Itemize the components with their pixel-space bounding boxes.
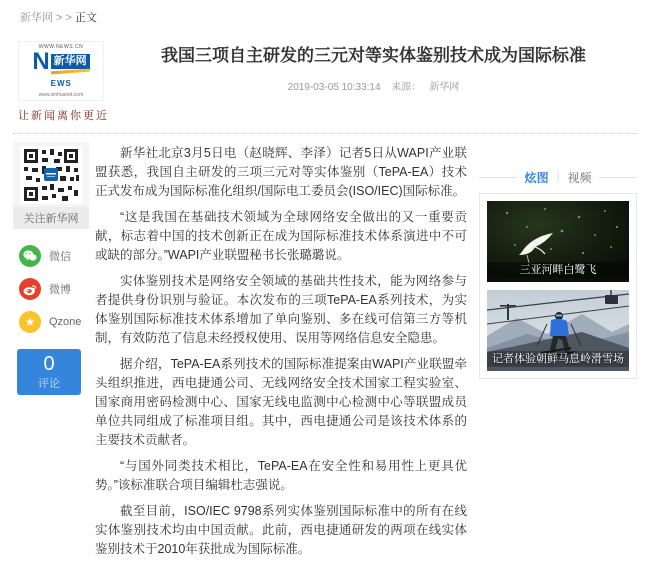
media-tabbar (479, 168, 637, 186)
logo-letters-ews: EWS (50, 79, 72, 88)
logo-top-url: WWW.NEWS.CN (38, 44, 84, 50)
weibo-icon (19, 278, 41, 300)
tab-separator: | (556, 171, 560, 183)
page-title: 我国三项自主研发的三元对等实体鉴别技术成为国际标准 (161, 46, 586, 65)
logo-swoosh (51, 69, 90, 75)
logo-slogan: 让新闻离你更近 (18, 109, 109, 122)
star-glyph: ★ (24, 315, 36, 329)
qr-caption: 关注新华网 (13, 207, 89, 229)
article-meta (110, 78, 637, 93)
logo-site-name: 新华网 (51, 54, 90, 69)
share-qzone-label[interactable]: Qzone (49, 316, 82, 328)
site-logo[interactable] (18, 41, 110, 123)
article-header (18, 41, 637, 123)
media-sidebar (479, 168, 637, 566)
qzone-icon (19, 311, 41, 333)
xinhuanet-logo-box[interactable] (18, 41, 104, 101)
breadcrumb-separator: > (65, 12, 72, 24)
header-divider (13, 133, 637, 134)
share-wechat-label[interactable]: 微信 (49, 251, 71, 263)
media-caption: 三亚河畔白鹭飞 (487, 262, 629, 278)
share-buttons (13, 245, 89, 333)
comment-label: 评论 (38, 378, 60, 390)
share-weibo-label[interactable]: 微博 (49, 284, 71, 296)
media-card-ski[interactable] (487, 290, 629, 371)
article-paragraph: 据介绍，TePA-EA系列技术的国际标准提案由WAPI产业联盟牵头组织推进，西电捷通公司、无线网络安全技术国家工程实验室、国家商用密码检测中心、国家无线电监测中心检测中心等联盟成员单位共同组成了标准项目组。其中，西电捷通公司是该技术体系的主要技术贡献者。 (95, 357, 467, 447)
article-paragraph: “这是我国在基础技术领域为全球网络安全做出的又一重要贡献，标志着中国的技术创新正在成为国际标准技术体系演进中不可或缺的部分。”WAPI产业联盟秘书长张璐璐说。 (95, 210, 467, 262)
article-source-link[interactable]: 新华网 (429, 82, 460, 93)
tab-photos[interactable]: 炫图 (524, 170, 549, 185)
article-datetime: 2019-03-05 10:33:14 (287, 82, 381, 93)
article-paragraph: 实体鉴别技术是网络安全领域的基础共性技术，能为网络参与者提供身份识别与验证。本次发布的三项TePA-EA系列技术，为实体鉴别国际标准技术体系增加了单向鉴别、多在线可信第三方等机制，有效防范了信息未经授权使用、误用等网络信息安全隐患。 (95, 274, 467, 345)
logo-letter-n: N (32, 48, 50, 75)
article-paragraph: 截至目前，ISO/IEC 9798系列实体鉴别国际标准中的所有在线实体鉴别技术均由中国贡献。此前，西电捷通研发的两项在线实体鉴别技术于2010年获批成为国际标准。 (95, 504, 467, 556)
logo-bottom-url: www.xinhuanet.com (38, 92, 84, 98)
share-weibo-button[interactable] (19, 278, 89, 300)
media-caption: 记者体验朝鲜马息岭滑雪场 (487, 351, 629, 367)
breadcrumb-home-link[interactable]: 新华网 > (20, 12, 63, 24)
wechat-icon (19, 245, 41, 267)
qr-code-image (20, 146, 82, 204)
comment-count: 0 (43, 353, 55, 375)
media-box (479, 193, 637, 379)
tab-line-right (599, 177, 637, 178)
share-qzone-button[interactable] (19, 311, 89, 333)
breadcrumb (0, 0, 650, 25)
share-sidebar (13, 142, 89, 566)
tab-videos[interactable]: 视频 (567, 170, 592, 185)
comment-count-button[interactable] (17, 349, 81, 395)
media-card-egret[interactable] (487, 201, 629, 282)
article-source-label: 来源： (391, 82, 422, 93)
share-wechat-button[interactable] (19, 245, 89, 267)
tab-line-left (479, 177, 517, 178)
article-paragraph: 新华社北京3月5日电（赵晓辉、李泽）记者5日从WAPI产业联盟获悉，我国自主研发的三项三元对等实体鉴别（TePA-EA）技术正式发布成为国际标准化组织/国际电工委员会(ISO/IEC)国际标准。 (95, 146, 467, 198)
article-body (89, 142, 479, 566)
breadcrumb-current: 正文 (75, 12, 98, 24)
qr-card (13, 142, 89, 229)
article-paragraph: “与国外同类技术相比，TePA-EA在安全性和易用性上更具优势。”该标准联合项目编辑杜志强说。 (95, 459, 467, 492)
